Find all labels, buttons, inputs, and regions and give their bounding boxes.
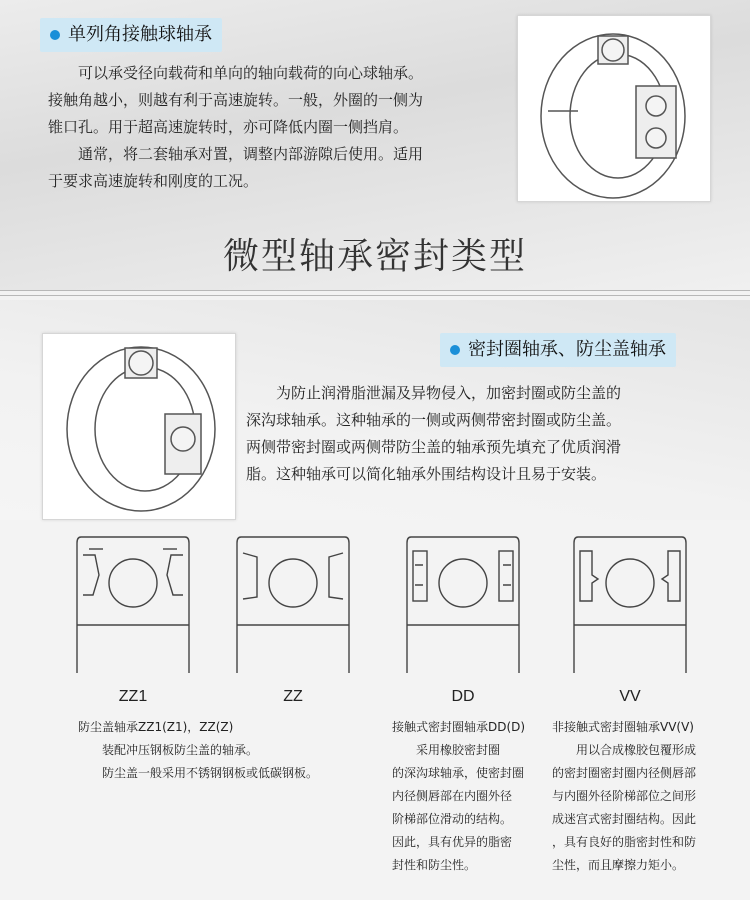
note-line: 成迷宫式密封圈结构。因此 bbox=[552, 812, 697, 826]
section2-heading bbox=[440, 333, 676, 367]
section2-text bbox=[246, 380, 706, 488]
note-line: ，具有良好的脂密封性和防 bbox=[552, 835, 697, 849]
note-line: 用以合成橡胶包覆形成 bbox=[576, 743, 697, 757]
seal-diagram-vv bbox=[572, 535, 688, 675]
angular-contact-bearing-image bbox=[517, 15, 711, 202]
note-line: 内径侧唇部在内圈外径 bbox=[392, 789, 513, 803]
section1-line: 于要求高速旋转和刚度的工况。 bbox=[48, 172, 259, 190]
section2-line: 深沟球轴承。这种轴承的一侧或两侧带密封圈或防尘盖。 bbox=[246, 411, 622, 429]
bullet-dot-icon bbox=[450, 345, 460, 355]
note-line: 非接触式密封圈轴承VV(V) bbox=[552, 720, 694, 734]
shield-zz-diagram-icon bbox=[235, 535, 351, 675]
section1-line: 锥口孔。用于超高速旋转时，亦可降低内圈一侧挡肩。 bbox=[48, 118, 409, 136]
section2-heading-text: 密封圈轴承、防尘盖轴承 bbox=[468, 339, 666, 360]
note-line: 尘性，而且摩擦力矩小。 bbox=[552, 858, 685, 872]
section1-text bbox=[48, 60, 508, 195]
seal-label-dd: DD bbox=[451, 688, 475, 705]
sealed-bearing-image bbox=[42, 333, 236, 520]
note-line: 的密封圈密封圈内径侧唇部 bbox=[552, 766, 697, 780]
section1-line: 通常，将二套轴承对置，调整内部游隙后使用。适用 bbox=[78, 145, 424, 163]
note-line: 的深沟球轴承，使密封圈 bbox=[392, 766, 525, 780]
shield-zz1-diagram-icon bbox=[75, 535, 191, 675]
shield-note bbox=[78, 716, 378, 785]
section1-line: 接触角越小，则越有利于高速旋转。一般，外圈的一侧为 bbox=[48, 91, 424, 109]
note-line: 采用橡胶密封圈 bbox=[416, 743, 501, 757]
bullet-dot-icon bbox=[50, 30, 60, 40]
section1-heading bbox=[40, 18, 222, 52]
seal-diagram-dd bbox=[405, 535, 521, 675]
note-line: 接触式密封圈轴承DD(D) bbox=[392, 720, 526, 734]
seal-label-zz1: ZZ1 bbox=[118, 688, 148, 705]
note-line: 因此，具有优异的脂密 bbox=[392, 835, 513, 849]
note-line: 防尘盖一般采用不锈钢钢板或低碳钢板。 bbox=[102, 766, 319, 780]
seal-label-vv: VV bbox=[619, 688, 641, 705]
section1-line: 可以承受径向载荷和单向的轴向载荷的向心球轴承。 bbox=[78, 64, 424, 82]
seal-diagram-zz bbox=[235, 535, 351, 675]
divider-line bbox=[0, 290, 750, 291]
main-title: 微型轴承密封类型 bbox=[222, 236, 527, 277]
section1-heading-text: 单列角接触球轴承 bbox=[68, 24, 212, 45]
divider-line bbox=[0, 295, 750, 296]
section2-line: 脂。这种轴承可以简化轴承外围结构设计且易于安装。 bbox=[246, 465, 607, 483]
seal-diagram-zz1 bbox=[75, 535, 191, 675]
noncontact-seal-vv-diagram-icon bbox=[572, 535, 688, 675]
note-line: 装配冲压钢板防尘盖的轴承。 bbox=[102, 743, 259, 757]
seal-label-zz: ZZ bbox=[283, 688, 303, 705]
bearing-illustration-icon bbox=[518, 16, 710, 201]
noncontact-seal-note bbox=[552, 716, 722, 877]
section2-line: 为防止润滑脂泄漏及异物侵入，加密封圈或防尘盖的 bbox=[276, 384, 622, 402]
contact-seal-dd-diagram-icon bbox=[405, 535, 521, 675]
section2-line: 两侧带密封圈或两侧带防尘盖的轴承预先填充了优质润滑 bbox=[246, 438, 622, 456]
note-line: 阶梯部位滑动的结构。 bbox=[392, 812, 513, 826]
sealed-bearing-illustration-icon bbox=[43, 334, 235, 519]
note-line: 与内圈外径阶梯部位之间形 bbox=[552, 789, 697, 803]
note-line: 防尘盖轴承ZZ1(Z1)，ZZ(Z) bbox=[78, 720, 234, 734]
contact-seal-note bbox=[392, 716, 542, 877]
note-line: 封性和防尘性。 bbox=[392, 858, 477, 872]
